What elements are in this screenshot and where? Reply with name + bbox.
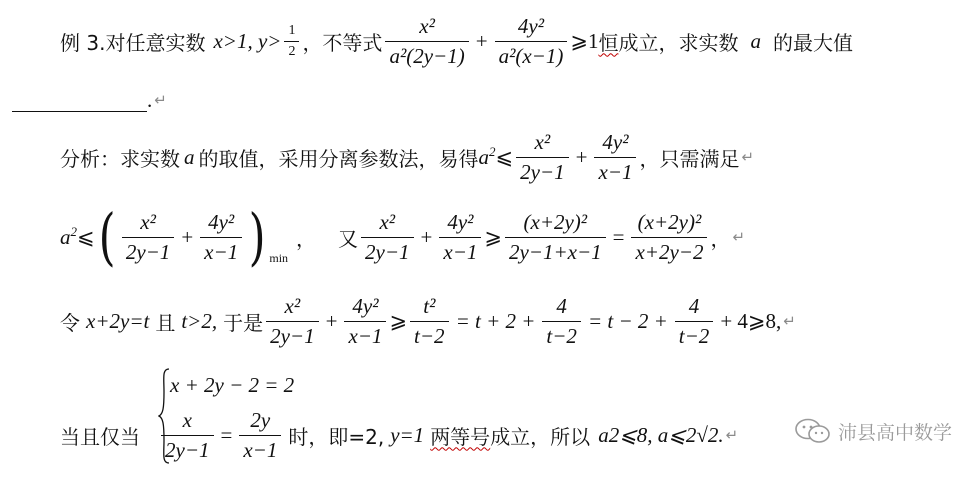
analysis-fraction-1: $\frac{\text{x²}}{2y-1}$ — [516, 130, 569, 185]
example-line — [60, 12, 853, 70]
line3-end: ， — [710, 226, 731, 251]
analysis-fraction-2: $\frac{\text{4y²}}{x-1}$ — [594, 130, 636, 185]
line5-deng: 两等号 — [430, 424, 491, 449]
line3-fraction-2: $\frac{\text{4y²}}{x-1}$ — [200, 210, 242, 265]
line4-f3: $\frac{\text{t²}}{t-2}$ — [410, 294, 449, 349]
watermark-text: 沛县高中数学 — [837, 421, 952, 444]
analysis-a2: $a^2$ — [478, 143, 496, 169]
example-var-a: a — [750, 28, 761, 53]
line4-eq2: = t − 2 + — [587, 308, 668, 333]
min-condition-line: $a^2$ ⩽ ( $\frac{\text{x²}}{2y-1}$ + $\frac{\text{4y²}}{x-1}$ ) min ， 又 $\frac{\text{x²}}{2y-1}$ + $\frac{\text{4y²}}{x-1}$ ⩾ $\frac{\text{(x+2y)²}}{2y-1+x-1}$ = $\frac{\text{(x+2y)²}}{x+2y-2}$ ， ↵ — [60, 200, 746, 273]
line3-geq: ⩾ — [484, 224, 502, 249]
half-fraction: $\frac{1}{2}$ — [284, 23, 299, 60]
line4-sub: x+2y=t — [86, 308, 150, 333]
example-condition: x>1, y> — [213, 28, 282, 53]
line4-yushi: 于是 — [223, 310, 264, 335]
paragraph-mark-icon: ↵ — [783, 312, 796, 330]
line4-f4: $\frac{4}{t-2}$ — [542, 294, 581, 349]
line4-eq1: = t + 2 + — [455, 308, 536, 333]
line5-result: a2⩽8, a⩽2√2. — [598, 422, 724, 447]
answer-blank-line — [12, 86, 167, 114]
plus-sign: + — [475, 28, 488, 53]
example-mid: ，不等式 — [302, 30, 383, 55]
paragraph-mark-icon: ↵ — [725, 426, 739, 444]
line5-shi: 时，即=2, — [288, 424, 385, 449]
line3-comma: ， — [296, 226, 317, 251]
line4-f2: $\frac{\text{4y²}}{x-1}$ — [344, 294, 386, 349]
condition-line: 当且仅当 $\frac{x}{2y-1}$ = $\frac{2y}{x-1}$ 时，即=2, y=1 两等号 成立，所以 a2⩽8, a⩽2√2. ↵ — [60, 407, 739, 462]
line4-end: , — [776, 308, 782, 333]
example-tail2: 的最大值 — [772, 30, 853, 55]
example-geq: ⩾1 — [570, 28, 599, 53]
watermark — [794, 417, 952, 445]
line3-g3: $\frac{\text{(x+2y)²}}{2y-1+x-1}$ — [505, 210, 606, 265]
analysis-text: 的取值，采用分离参数法，易得 — [198, 146, 479, 171]
line3-g1: $\frac{\text{x²}}{2y-1}$ — [361, 210, 414, 265]
line4-ling: 令 — [60, 310, 80, 335]
line4-tail: + 4⩾8 — [720, 308, 777, 333]
system-line-1 — [170, 372, 294, 398]
analysis-line: 分析：求实数 a 的取值，采用分离参数法，易得 $a^2$ ⩽ $\frac{\text{x²}}{2y-1}$ + $\frac{\text{4y²}}{x-1}$ ，只需满足 ↵ — [60, 129, 755, 184]
example-heng: 恒 — [598, 30, 619, 55]
paragraph-mark-icon: ↵ — [154, 91, 167, 109]
min-subscript: min — [269, 251, 289, 265]
right-paren: ) — [248, 200, 266, 273]
wechat-icon — [794, 417, 832, 445]
example-tail: 成立，求实数 — [618, 30, 739, 55]
line4-qie: 且 — [155, 310, 176, 335]
line3-g4: $\frac{\text{(x+2y)²}}{x+2y-2}$ — [631, 210, 707, 265]
system-f2: $\frac{2y}{x-1}$ — [239, 408, 281, 463]
analysis-text2: ，只需满足 — [639, 146, 740, 171]
analysis-label: 分析：求实数 — [60, 146, 180, 171]
left-paren: ( — [98, 200, 116, 273]
line4-f5: $\frac{4}{t-2}$ — [675, 294, 714, 349]
example-fraction-2: $\frac{\text{4y²}}{\text{a²(x−1)}}$ — [495, 14, 568, 69]
analysis-leq: ⩽ — [495, 144, 514, 169]
line3-you: 又 — [338, 226, 359, 251]
line4-geq: ⩾ — [389, 308, 408, 333]
system-f1: $\frac{x}{2y-1}$ — [161, 408, 214, 463]
line3-leq: ⩽ — [77, 224, 95, 249]
line5-tail: 成立，所以 — [490, 424, 591, 449]
system-eq-1: x + 2y − 2 = 2 — [170, 372, 295, 397]
analysis-var-a: a — [184, 144, 195, 169]
line4-f1: $\frac{\text{x²}}{2y-1}$ — [266, 294, 319, 349]
line5-dangqie: 当且仅当 — [60, 424, 140, 449]
paragraph-mark-icon: ↵ — [732, 228, 746, 246]
line3-a2: $a^2$ — [60, 223, 77, 249]
line3-g2: $\frac{\text{4y²}}{x-1}$ — [439, 210, 481, 265]
paragraph-mark-icon: ↵ — [741, 148, 755, 166]
blank-period: . — [147, 87, 153, 112]
line5-y1: y=1 — [390, 422, 425, 447]
line3-fraction-1: $\frac{\text{x²}}{2y-1}$ — [122, 210, 175, 265]
example-fraction-1: $\frac{\text{x²}}{\text{a²(2y−1)}}$ — [385, 14, 468, 69]
line4-tcond: t>2, — [181, 308, 218, 333]
answer-blank[interactable] — [12, 89, 147, 112]
substitution-line: 令 x+2y=t 且 t>2, 于是 $\frac{\text{x²}}{2y-1}$ + $\frac{\text{4y²}}{x-1}$ ⩾ $\frac{\text{t²}}{t-2}$ = t + 2 + $\frac{4}{t-2}$ = t − 2 + $\frac{4}{t-2}$ + 4⩾8 , ↵ — [60, 293, 796, 348]
example-prefix: 例 3.对任意实数 — [60, 30, 206, 55]
